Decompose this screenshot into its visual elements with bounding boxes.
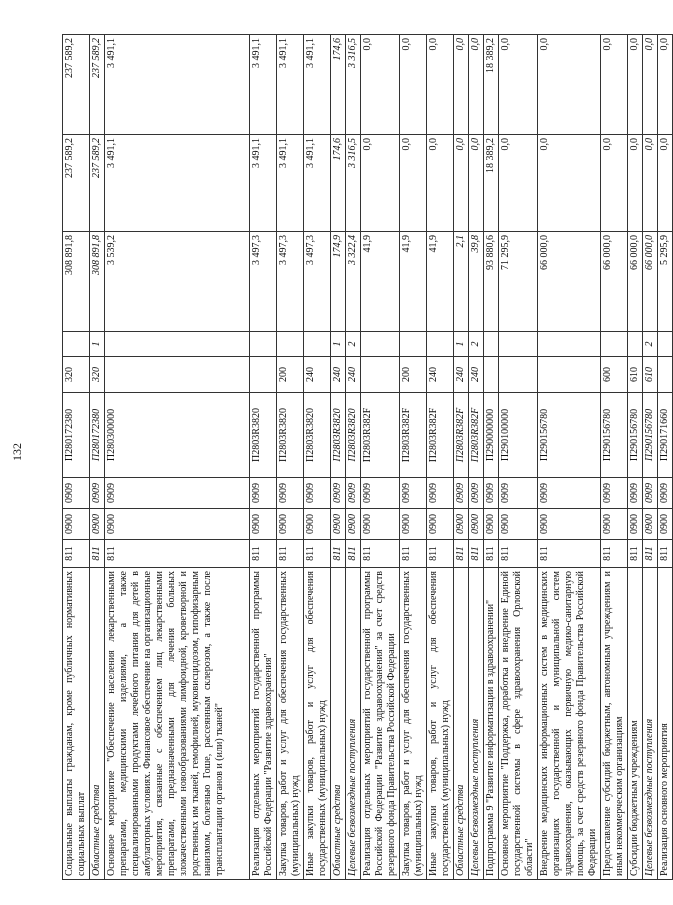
amount-year-1: 5 295,9: [658, 232, 673, 332]
ministry-code: 811: [331, 540, 346, 568]
funding-source-code: [601, 332, 628, 357]
expense-type-code: 240: [331, 357, 346, 393]
section-code: 0900: [346, 509, 361, 540]
ministry-code: 811: [427, 540, 454, 568]
budget-table: [62, 34, 673, 880]
amount-year-1: 39,8: [469, 232, 484, 332]
amount-year-2: 0,0: [628, 135, 643, 232]
amount-year-1: 174,9: [331, 232, 346, 332]
row-description: Реализация отдельных мероприятий государственной программы Российской Федерации "Развитие здравоохранения": [250, 568, 277, 880]
table-row: [361, 35, 400, 880]
expense-type-code: [250, 357, 277, 393]
section-code: 0900: [331, 509, 346, 540]
table-row: [105, 35, 250, 880]
amount-year-3: 3 491,1: [304, 35, 331, 135]
ministry-code: 811: [658, 540, 673, 568]
row-description: Иные закупки товаров, работ и услуг для обеспечения государственных (муниципальных) нужд: [427, 568, 454, 880]
section-code: 0900: [538, 509, 601, 540]
table-row: [484, 35, 499, 880]
table-row: [469, 35, 484, 880]
amount-year-2: 0,0: [469, 135, 484, 232]
target-article-code: П280172380: [90, 393, 105, 478]
section-code: 0900: [454, 509, 469, 540]
subsection-code: 0909: [304, 478, 331, 509]
page-number: 132: [10, 443, 24, 461]
subsection-code: 0909: [427, 478, 454, 509]
amount-year-3: 0,0: [658, 35, 673, 135]
section-code: 0900: [400, 509, 427, 540]
section-code: 0900: [250, 509, 277, 540]
amount-year-2: 237 589,2: [63, 135, 90, 232]
section-code: 0900: [427, 509, 454, 540]
amount-year-1: 3 497,3: [277, 232, 304, 332]
table-row: [346, 35, 361, 880]
amount-year-2: 0,0: [643, 135, 658, 232]
expense-type-code: 240: [454, 357, 469, 393]
amount-year-2: 0,0: [538, 135, 601, 232]
target-article-code: П2803R3820: [304, 393, 331, 478]
table-row: [90, 35, 105, 880]
expense-type-code: [484, 357, 499, 393]
expense-type-code: 320: [63, 357, 90, 393]
amount-year-3: 3 491,1: [105, 35, 250, 135]
funding-source-code: [361, 332, 400, 357]
expense-type-code: 240: [469, 357, 484, 393]
target-article-code: П2803R382F: [400, 393, 427, 478]
amount-year-2: 174,6: [331, 135, 346, 232]
amount-year-2: 3 491,1: [250, 135, 277, 232]
ministry-code: 811: [277, 540, 304, 568]
table-row: [63, 35, 90, 880]
target-article-code: П290171660: [658, 393, 673, 478]
row-description: Областные средства: [90, 568, 105, 880]
amount-year-3: 0,0: [427, 35, 454, 135]
ministry-code: 811: [628, 540, 643, 568]
ministry-code: 811: [538, 540, 601, 568]
ministry-code: 811: [90, 540, 105, 568]
amount-year-2: 237 589,2: [90, 135, 105, 232]
amount-year-1: 3 322,4: [346, 232, 361, 332]
target-article-code: П2803R3820: [346, 393, 361, 478]
amount-year-1: 308 891,8: [90, 232, 105, 332]
target-article-code: П2803R382F: [469, 393, 484, 478]
table-row: [250, 35, 277, 880]
amount-year-3: 0,0: [601, 35, 628, 135]
ministry-code: 811: [346, 540, 361, 568]
row-description: Областные средства: [454, 568, 469, 880]
amount-year-3: 0,0: [400, 35, 427, 135]
amount-year-2: 3 316,5: [346, 135, 361, 232]
funding-source-code: 2: [469, 332, 484, 357]
amount-year-3: 0,0: [643, 35, 658, 135]
funding-source-code: 1: [454, 332, 469, 357]
expense-type-code: 610: [643, 357, 658, 393]
amount-year-2: 3 491,1: [304, 135, 331, 232]
funding-source-code: [304, 332, 331, 357]
funding-source-code: 1: [331, 332, 346, 357]
row-description: Основное мероприятие "Поддержка, доработка и внедрение Единой государственной системы в сфере здравоохранения Орловской области": [499, 568, 538, 880]
row-description: Закупка товаров, работ и услуг для обеспечения государственных (муниципальных) нужд: [400, 568, 427, 880]
ministry-code: 811: [484, 540, 499, 568]
row-description: Реализация основного мероприятия: [658, 568, 673, 880]
section-code: 0900: [484, 509, 499, 540]
subsection-code: 0909: [361, 478, 400, 509]
expense-type-code: 240: [427, 357, 454, 393]
table-row: [538, 35, 601, 880]
amount-year-2: 0,0: [400, 135, 427, 232]
section-code: 0900: [90, 509, 105, 540]
row-description: Внедрение медицинских информационных систем в медицинских организациях государственной и муниципальной систем здравоохранения, оказывающих первичную медико-санитарную помощь, за счет средств резервного фонда Правительства Российской Федерации: [538, 568, 601, 880]
expense-type-code: 600: [601, 357, 628, 393]
section-code: 0900: [277, 509, 304, 540]
table-row: [277, 35, 304, 880]
funding-source-code: 1: [90, 332, 105, 357]
target-article-code: П290156780: [601, 393, 628, 478]
subsection-code: 0909: [454, 478, 469, 509]
table-row: [331, 35, 346, 880]
row-description: Подпрограмма 9 "Развитие информатизации в здравоохранении": [484, 568, 499, 880]
subsection-code: 0909: [469, 478, 484, 509]
section-code: 0900: [469, 509, 484, 540]
amount-year-1: 41,9: [427, 232, 454, 332]
target-article-code: П290000000: [484, 393, 499, 478]
table-row: [400, 35, 427, 880]
target-article-code: П2803R3820: [277, 393, 304, 478]
amount-year-1: 66 000,0: [643, 232, 658, 332]
ministry-code: 811: [643, 540, 658, 568]
subsection-code: 0909: [628, 478, 643, 509]
subsection-code: 0909: [601, 478, 628, 509]
ministry-code: 811: [63, 540, 90, 568]
table-row: [628, 35, 643, 880]
table-row: [643, 35, 658, 880]
target-article-code: П290100000: [499, 393, 538, 478]
amount-year-3: 3 316,5: [346, 35, 361, 135]
amount-year-3: 0,0: [538, 35, 601, 135]
subsection-code: 0909: [538, 478, 601, 509]
row-description: Иные закупки товаров, работ и услуг для обеспечения государственных (муниципальных) нужд: [304, 568, 331, 880]
ministry-code: 811: [361, 540, 400, 568]
amount-year-1: 41,9: [400, 232, 427, 332]
amount-year-3: 0,0: [454, 35, 469, 135]
amount-year-3: 0,0: [499, 35, 538, 135]
amount-year-3: 237 589,2: [63, 35, 90, 135]
table-row: [454, 35, 469, 880]
amount-year-2: 18 389,2: [484, 135, 499, 232]
target-article-code: П2803R3820: [250, 393, 277, 478]
amount-year-1: 93 880,6: [484, 232, 499, 332]
row-description: Субсидии бюджетным учреждениям: [628, 568, 643, 880]
ministry-code: 811: [250, 540, 277, 568]
funding-source-code: [105, 332, 250, 357]
funding-source-code: [277, 332, 304, 357]
table-row: [601, 35, 628, 880]
subsection-code: 0909: [63, 478, 90, 509]
budget-table-body: [63, 35, 673, 880]
amount-year-1: 66 000,0: [538, 232, 601, 332]
amount-year-3: 3 491,1: [250, 35, 277, 135]
expense-type-code: [105, 357, 250, 393]
subsection-code: 0909: [277, 478, 304, 509]
amount-year-2: 3 491,1: [105, 135, 250, 232]
row-description: Основное мероприятие "Обеспечение населения лекарственными препаратами, медицинскими изделиями, а также специализированными продуктами лечебного питания для детей в амбулаторных условиях. Финансовое обеспечение на организационные мероприятия, связанные с обеспечением лиц лекарственными препаратами, предназначенными для лечения больных злокачественными новообразованиями лимфоидной, кроветворной и родственных им тканей, гемофилией, муковисцидозом, гипофизарным нанизмом, болезнью Гоше, рассеянным склерозом, а также после трансплантации органов и (или) тканей": [105, 568, 250, 880]
amount-year-3: 237 589,2: [90, 35, 105, 135]
funding-source-code: [250, 332, 277, 357]
subsection-code: 0909: [346, 478, 361, 509]
ministry-code: 811: [400, 540, 427, 568]
subsection-code: 0909: [643, 478, 658, 509]
table-row: [304, 35, 331, 880]
expense-type-code: 200: [277, 357, 304, 393]
row-description: Социальные выплаты гражданам, кроме публичных нормативных социальных выплат: [63, 568, 90, 880]
subsection-code: 0909: [499, 478, 538, 509]
funding-source-code: [628, 332, 643, 357]
ministry-code: 811: [469, 540, 484, 568]
amount-year-1: 308 891,8: [63, 232, 90, 332]
expense-type-code: 240: [304, 357, 331, 393]
row-description: Областные средства: [331, 568, 346, 880]
section-code: 0900: [643, 509, 658, 540]
expense-type-code: 320: [90, 357, 105, 393]
amount-year-3: 174,6: [331, 35, 346, 135]
amount-year-2: 0,0: [427, 135, 454, 232]
amount-year-3: 18 389,2: [484, 35, 499, 135]
section-code: 0900: [63, 509, 90, 540]
row-description: Предоставление субсидий бюджетным, автономным учреждениям и иным некоммерческим организациям: [601, 568, 628, 880]
section-code: 0900: [628, 509, 643, 540]
amount-year-2: 0,0: [658, 135, 673, 232]
target-article-code: П2803R382F: [454, 393, 469, 478]
target-article-code: П290156780: [538, 393, 601, 478]
amount-year-3: 0,0: [469, 35, 484, 135]
section-code: 0900: [601, 509, 628, 540]
amount-year-1: 2,1: [454, 232, 469, 332]
row-description: Закупка товаров, работ и услуг для обеспечения государственных (муниципальных) нужд: [277, 568, 304, 880]
expense-type-code: 200: [400, 357, 427, 393]
subsection-code: 0909: [331, 478, 346, 509]
amount-year-2: 0,0: [454, 135, 469, 232]
expense-type-code: [538, 357, 601, 393]
row-description: Целевые безвозмездные поступления: [469, 568, 484, 880]
amount-year-1: 66 000,0: [628, 232, 643, 332]
target-article-code: П290156780: [643, 393, 658, 478]
ministry-code: 811: [105, 540, 250, 568]
expense-type-code: [658, 357, 673, 393]
table-row: [427, 35, 454, 880]
expense-type-code: 240: [346, 357, 361, 393]
expense-type-code: 610: [628, 357, 643, 393]
section-code: 0900: [105, 509, 250, 540]
expense-type-code: [499, 357, 538, 393]
ministry-code: 811: [304, 540, 331, 568]
ministry-code: 811: [499, 540, 538, 568]
subsection-code: 0909: [250, 478, 277, 509]
table-row: [499, 35, 538, 880]
row-description: Целевые безвозмездные поступления: [643, 568, 658, 880]
funding-source-code: [400, 332, 427, 357]
subsection-code: 0909: [658, 478, 673, 509]
funding-source-code: [484, 332, 499, 357]
amount-year-1: 66 000,0: [601, 232, 628, 332]
amount-year-1: 41,9: [361, 232, 400, 332]
funding-source-code: [538, 332, 601, 357]
amount-year-2: 0,0: [499, 135, 538, 232]
section-code: 0900: [304, 509, 331, 540]
amount-year-3: 0,0: [361, 35, 400, 135]
funding-source-code: 2: [346, 332, 361, 357]
amount-year-3: 3 491,1: [277, 35, 304, 135]
ministry-code: 811: [601, 540, 628, 568]
target-article-code: П2803R382F: [427, 393, 454, 478]
funding-source-code: [63, 332, 90, 357]
funding-source-code: [499, 332, 538, 357]
funding-source-code: [427, 332, 454, 357]
amount-year-2: 0,0: [361, 135, 400, 232]
target-article-code: П280300000: [105, 393, 250, 478]
amount-year-3: 0,0: [628, 35, 643, 135]
ministry-code: 811: [454, 540, 469, 568]
section-code: 0900: [499, 509, 538, 540]
amount-year-1: 3 497,3: [250, 232, 277, 332]
target-article-code: П290156780: [628, 393, 643, 478]
table-row: [658, 35, 673, 880]
subsection-code: 0909: [105, 478, 250, 509]
target-article-code: П280172380: [63, 393, 90, 478]
amount-year-1: 3 497,3: [304, 232, 331, 332]
target-article-code: П2803R3820: [331, 393, 346, 478]
amount-year-1: 71 295,9: [499, 232, 538, 332]
section-code: 0900: [361, 509, 400, 540]
row-description: Целевые безвозмездные поступления: [346, 568, 361, 880]
subsection-code: 0909: [400, 478, 427, 509]
expense-type-code: [361, 357, 400, 393]
subsection-code: 0909: [484, 478, 499, 509]
section-code: 0900: [658, 509, 673, 540]
rotated-table-container: [62, 35, 670, 880]
amount-year-2: 0,0: [601, 135, 628, 232]
amount-year-2: 3 491,1: [277, 135, 304, 232]
funding-source-code: [658, 332, 673, 357]
amount-year-1: 3 539,2: [105, 232, 250, 332]
target-article-code: П2803R382F: [361, 393, 400, 478]
subsection-code: 0909: [90, 478, 105, 509]
row-description: Реализация отдельных мероприятий государственной программы Российской Федерации "Развитие здравоохранения" за счет средств резервного фонда Правительства Российской Федерации: [361, 568, 400, 880]
funding-source-code: 2: [643, 332, 658, 357]
